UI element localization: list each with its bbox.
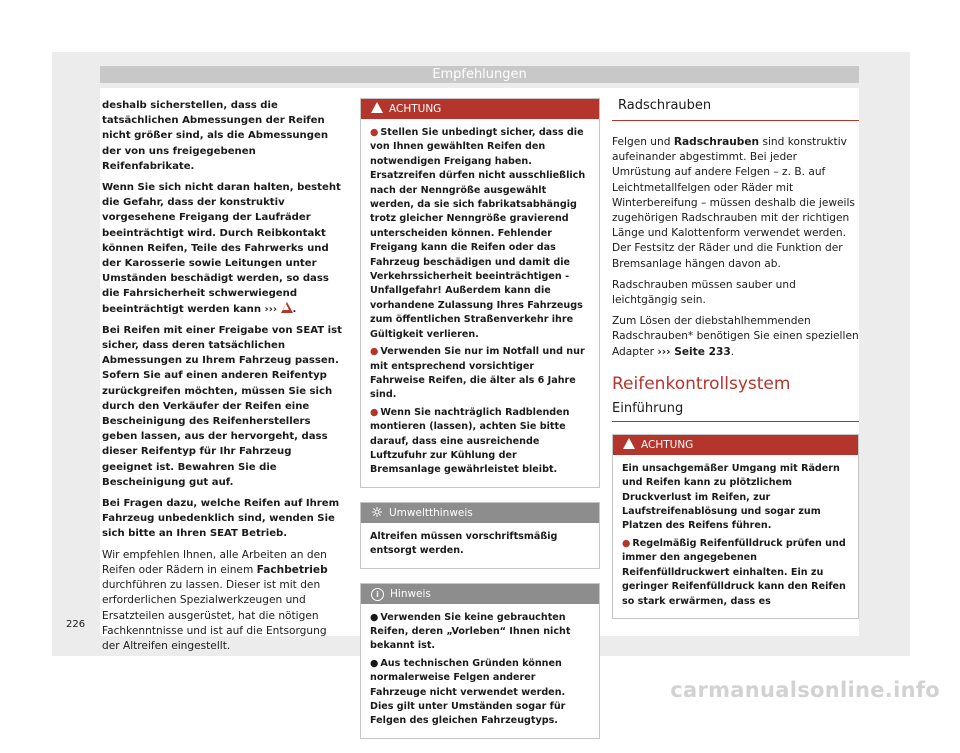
environment-box-body <box>361 523 599 568</box>
paragraph-text: . <box>730 345 735 358</box>
paragraph: deshalb sicherstellen, dass die tatsächlichen Abmessungen der Reifen nicht größer sind, als die Abmessungen der von uns freigegebenen Reifenfabrikate. <box>102 100 329 172</box>
note-box-header <box>361 584 599 604</box>
bullet-icon: ● <box>370 127 379 138</box>
paragraph-emphasis: Fachbetrieb <box>256 563 328 576</box>
paragraph-text: Wir empfehlen Ihnen, alle Arbeiten an den Reifen oder Rädern in einem <box>102 548 327 576</box>
paragraph-text: Wenn Sie sich nicht daran halten, besteht die Gefahr, dass der konstruktiv vorgesehene Freigang der Laufräder beeinträchtigt wird. Durch Reibkontakt können Reifen, Teile des Fahrwerks und der Karosserie sowie Leitungen unter Umständen beschädigt werden, so dass die Fahrsicherheit schwerwiegend beeinträchtigt werden kann <box>102 182 341 315</box>
list-item <box>370 406 590 478</box>
environment-icon <box>371 506 383 518</box>
note-box <box>360 583 600 739</box>
bullet-icon: ● <box>370 611 379 623</box>
warning-title: ACHTUNG <box>389 103 442 115</box>
chapter-heading: Reifenkontrollsystem <box>612 373 791 394</box>
list-item-text: Aus technischen Gründen können normalerweise Felgen anderer Fahrzeuge nicht verwendet werden. Dies gilt unter Umständen sogar für Felgen des gleichen Fahrzeugtyps. <box>370 657 566 727</box>
bullet-icon: ● <box>370 657 379 669</box>
page-number: 226 <box>66 619 86 630</box>
warning-icon <box>623 438 635 449</box>
list-item <box>622 537 849 609</box>
note-title: Hinweis <box>390 587 431 600</box>
subheading: Einführung <box>612 401 859 422</box>
environment-text: Altreifen müssen vorschriftsmäßig entsorgt werden. <box>370 530 558 557</box>
environment-box <box>360 502 600 569</box>
warning-icon <box>371 102 383 113</box>
column-right <box>612 98 859 633</box>
watermark: carmanualsonline.info <box>670 678 940 702</box>
page-reference-link[interactable]: ››› Seite 233 <box>657 345 731 358</box>
bullet-icon: ● <box>622 537 631 549</box>
paragraph-text: Felgen und <box>612 136 674 148</box>
warning-box-body <box>613 455 858 618</box>
bullet-icon: ● <box>370 406 379 418</box>
warning-box-body <box>361 119 599 487</box>
list-item-text: Verwenden Sie keine gebrauchten Reifen, deren „Vorleben“ Ihnen nicht bekannt ist. <box>370 611 571 652</box>
list-item <box>370 126 590 342</box>
paragraph: Bei Reifen mit einer Freigabe von SEAT ist sicher, dass deren tatsächlichen Abmessungen zu Ihrem Fahrzeug passen. Sofern Sie auf einen anderen Reifentyp zurückgreifen möchten, müssen Sie sich durch den Verkäufer der Reifen eine Bescheinigung des Reifenherstellers geben lassen, aus der hervorgeht, dass dieser Reifentyp für Ihr Fahrzeug geeignet ist. Bewahren Sie die Bescheinigung gut auf. <box>102 324 342 488</box>
warning-icon <box>281 302 293 313</box>
environment-box-header <box>361 503 599 523</box>
list-item-text: Stellen Sie unbedingt sicher, dass die von Ihnen gewählten Reifen den notwendigen Freigang haben. Ersatzreifen dürfen nicht ausschließlich nach der Nenngröße ausgewählt werden, da sie sich fabrikatsabhängig trotz gleicher Nenngröße gravierend unterscheiden können. Fehlender Freigang kann die Reifen oder das Fahrzeug beschädigen und damit die Verkehrssicherheit beeinträchtigen - Unfallgefahr! Außerdem kann die vorhandene Zulassung Ihres Fahrzeugs zum öffentlichen Straßenverkehr ihre Gültigkeit verlieren. <box>370 127 586 340</box>
warning-box-header <box>361 99 599 119</box>
paragraph-text: durchführen zu lassen. Dieser ist mit den erforderlichen Spezialwerkzeugen und Ersatzteilen ausgerüstet, hat die nötigen Fachkenntnisse und ist auf die Entsorgung der Altreifen eingestellt. <box>102 579 327 652</box>
paragraph: Bei Fragen dazu, welche Reifen auf Ihrem Fahrzeug unbedenklich sind, wenden Sie sich bitte an Ihren SEAT Betrieb. <box>102 498 340 540</box>
paragraph: Radschrauben müssen sauber und leichtgängig sein. <box>612 278 796 307</box>
bullet-icon: ● <box>370 346 379 358</box>
chapter-header: Empfehlungen <box>100 66 859 83</box>
column-left <box>102 98 342 660</box>
list-item <box>370 657 590 729</box>
paragraph-text: sind konstruktiv aufeinander abgestimmt. Bei jeder Umrüstung auf andere Felgen – z. B. auf Leichtmetallfelgen oder Räder mit Winterbereifung – müssen deshalb die jeweils zugehörigen Radschrauben mit der richtigen Länge und Kalottenform verwendet werden. Der Festsitz der Räder und die Funktion der Bremsanlage hängen davon ab. <box>612 136 855 270</box>
warning-intro: Ein unsachgemäßer Umgang mit Rädern und Reifen kann zu plötzlichem Druckverlust im Reifen, zur Laufstreifenablösung und sogar zum Platzen des Reifens führen. <box>622 462 840 532</box>
environment-title: Umweltthinweis <box>389 506 473 519</box>
reference-arrows: ››› <box>264 303 278 315</box>
warning-box <box>360 98 600 488</box>
warning-box-header <box>613 435 858 455</box>
list-item-text: Regelmäßig Reifenfülldruck prüfen und immer den angegebenen Reifenfülldruckwert einhalten. Ein zu geringer Reifenfülldruck kann den Reifen so stark erwärmen, dass es <box>622 537 846 607</box>
list-item-text: Verwenden Sie nur im Notfall und nur mit entsprechend vorsichtiger Fahrweise Reifen, die älter als 6 Jahre sind. <box>370 346 585 401</box>
list-item <box>370 345 590 403</box>
paragraph: Wenn Sie sich nicht daran halten, besteht die Gefahr, dass der konstruktiv vorgesehene Freigang der Laufräder beeinträchtigt wird. Durch Reibkontakt können Reifen, Teile des Fahrwerks und der Karosserie sowie Leitungen unter Umständen beschädigt werden, so dass die Fahrsicherheit schwerwiegend beeinträchtigt werden kann ››› . <box>102 182 341 315</box>
list-item-text: Wenn Sie nachträglich Radblenden montieren (lassen), achten Sie bitte darauf, dass eine ausreichende Luftzufuhr zur Kühlung der Bremsanlage gewährleistet bleibt. <box>370 406 570 476</box>
list-item <box>370 611 590 654</box>
section-title: Radschrauben <box>612 98 859 121</box>
paragraph-text: Zum Lösen der diebstahlhemmenden Radschrauben* benötigen Sie einen speziellen Adapter <box>612 315 859 358</box>
paragraph <box>102 548 342 654</box>
paragraph <box>612 135 859 272</box>
warning-title: ACHTUNG <box>641 438 694 451</box>
paragraph-emphasis: Radschrauben <box>673 136 760 148</box>
paragraph <box>612 314 859 360</box>
column-middle <box>360 98 600 753</box>
warning-box <box>612 434 859 619</box>
info-icon: i <box>371 588 384 601</box>
note-box-body <box>361 604 599 738</box>
